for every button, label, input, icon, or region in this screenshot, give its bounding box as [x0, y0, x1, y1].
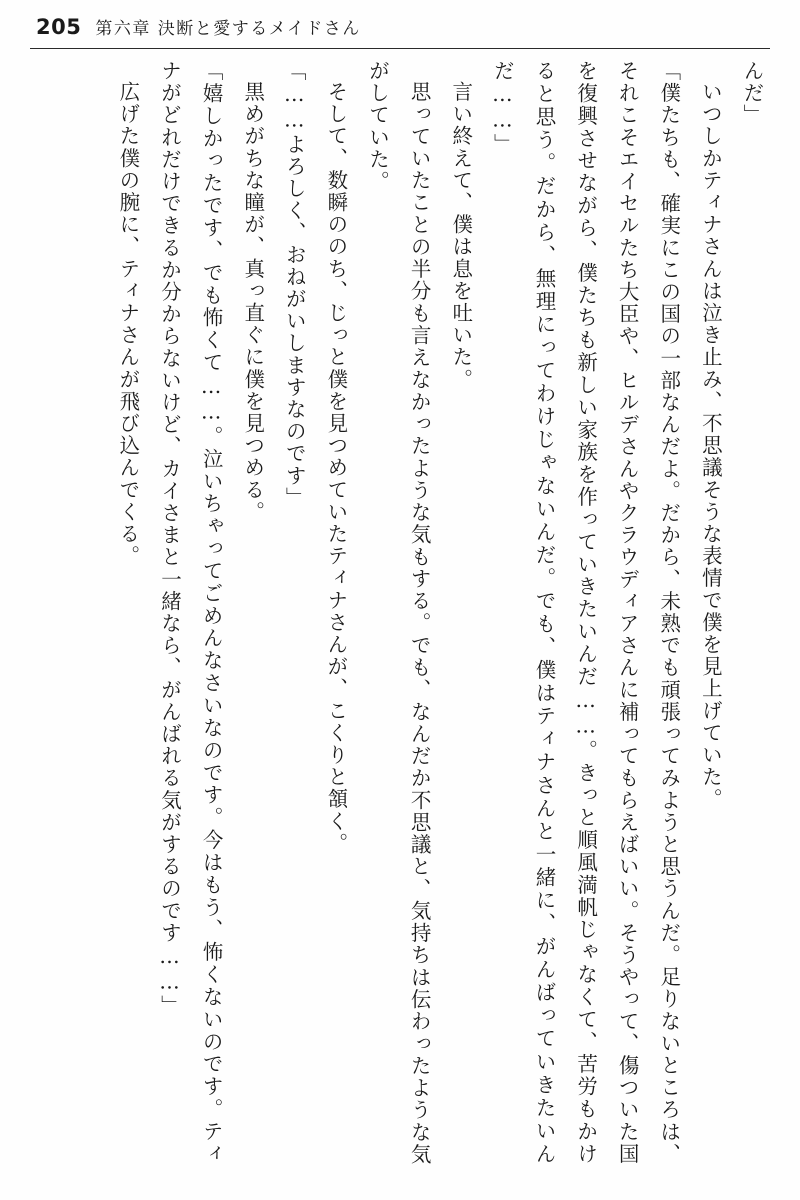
- paragraph: んだ」: [740, 60, 764, 127]
- body-text-area: [28, 60, 772, 1172]
- paragraph: いつしかティナさんは泣き止み、不思議そうな表情で僕を見上げていた。: [698, 80, 723, 810]
- paragraph: 「……よろしく、おねがいしますなのです」: [282, 60, 307, 509]
- paragraph: 言い終えて、僕は息を吐いた。: [448, 80, 473, 390]
- header-divider: [30, 48, 770, 49]
- paragraph: 「嬉しかったです、でも怖くて……。泣いちゃってごめんなさいなのです。今はもう、怖くないのです。ティナがどれだけできるか分からないけど、カイさまと一緒なら、がんばれる気がするのです……」: [157, 60, 224, 1165]
- running-head: [0, 14, 800, 48]
- paragraph: 「僕たちも、確実にこの国の一部なんだよ。だから、未熟でも頑張ってみようと思うんだ。足りないところは、それこそエイセルたち大臣や、ヒルデさんやクラウディアさんに補ってもらえばいい。そうやって、傷ついた国を復興させながら、僕たちも新しい家族を作っていきたいんだ……。きっと順風満帆じゃなくて、苦労もかけると思う。だから、無理にってわけじゃないんだ。でも、僕はティナさんと一緒に、がんばっていきたいんだ……」: [490, 60, 681, 1165]
- paragraph: 黒めがちな瞳が、真っ直ぐに僕を見つめる。: [240, 80, 265, 523]
- vertical-text-block: [28, 60, 772, 1165]
- paragraph: そして、数瞬ののち、じっと僕を見つめていたティナさんが、こくりと頷く。: [323, 80, 348, 854]
- chapter-title: 第六章 決断と愛するメイドさん: [95, 19, 361, 39]
- paragraph: 思っていたことの半分も言えなかったような気もする。でも、なんだか不思議と、気持ちは伝わったような気がしていた。: [365, 60, 432, 1165]
- page-number: 205: [36, 15, 82, 39]
- paragraph: 広げた僕の腕に、ティナさんが飛び込んでくる。: [115, 80, 140, 567]
